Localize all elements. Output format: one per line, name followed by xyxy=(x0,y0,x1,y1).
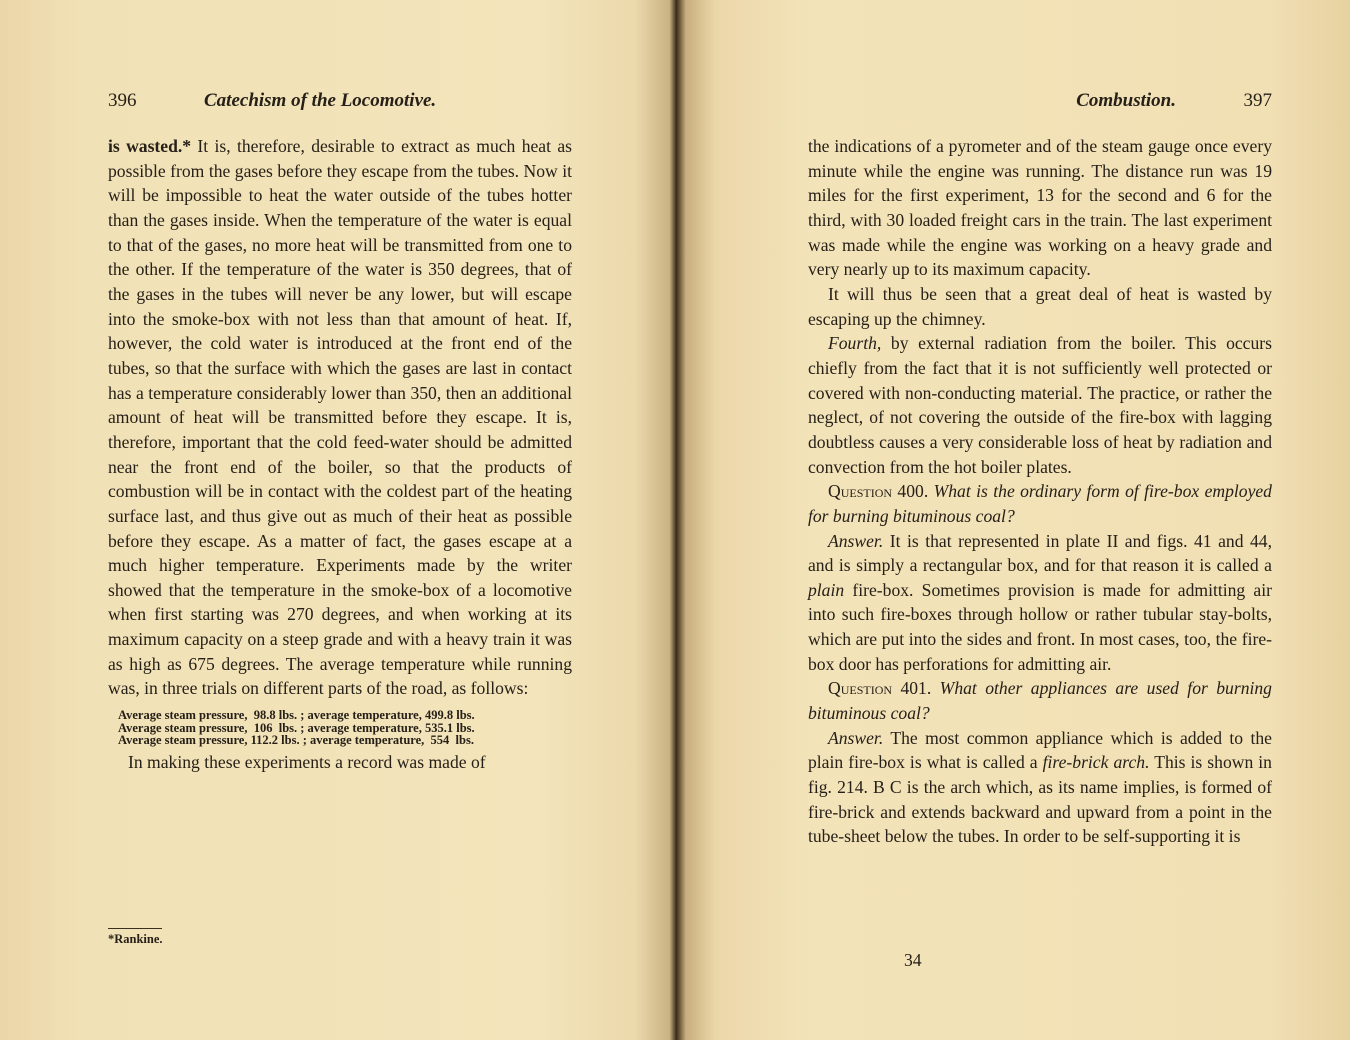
right-page xyxy=(808,0,1272,1040)
answer-400 xyxy=(808,529,1272,677)
right-paragraph-2: It will thus be seen that a great deal of heat is wasted by escaping up the chimney. xyxy=(808,283,1272,329)
left-page-header xyxy=(108,90,572,120)
right-running-head: Combustion. xyxy=(1076,90,1176,111)
right-page-body xyxy=(808,134,1272,849)
left-running-head: Catechism of the Locomotive. xyxy=(204,90,437,111)
right-paragraph-3 xyxy=(808,331,1272,479)
left-page-number: 396 xyxy=(108,90,137,111)
answer-text-post: This is shown in fig. 214. B C is the arch which, as its name implies, is formed of fire-brick and extends backward and upward from a point in the tube-sheet below the tubes. In order to be self-supporting it is xyxy=(808,752,1272,847)
answer-text-post: fire-box. Sometimes provision is made for admitting air into such fire-boxes through hollow or rather tubular stay-bolts, which are put into the sides and front. In most cases, too, the fire-box door has perforations for admitting air. xyxy=(808,579,1272,674)
right-page-header xyxy=(808,90,1272,120)
table-row: Average steam pressure, 106 lbs. ; average temperature, 535.1 lbs. xyxy=(118,720,475,735)
answer-label: Answer. xyxy=(828,727,884,748)
footnote-rule xyxy=(108,928,162,929)
question-401 xyxy=(808,676,1272,725)
para3-text: by external radiation from the boiler. This occurs chiefly from the fact that it is not sufficiently well protected or covered with non-conducting material. The practice, or rather the neglect, of not covering the outside of the fire-box with lagging doubtless causes a very considerable loss of heat by radiation and convection from the hot boiler plates. xyxy=(808,333,1272,477)
answer-label: Answer. xyxy=(828,530,884,551)
question-number: 400. xyxy=(892,481,934,502)
question-number: 401. xyxy=(892,678,940,699)
question-label: Question xyxy=(828,481,893,502)
answer-emphasis: plain xyxy=(808,579,845,600)
fourth-lead: Fourth, xyxy=(828,333,882,354)
answer-emphasis: fire-brick arch. xyxy=(1042,752,1150,773)
right-page-number: 397 xyxy=(1243,90,1272,111)
footnote: *Rankine. xyxy=(108,932,163,946)
answer-401 xyxy=(808,726,1272,849)
table-row: Average steam pressure, 112.2 lbs. ; average temperature, 554 lbs. xyxy=(118,733,474,748)
left-page-body xyxy=(108,134,572,775)
temperature-table xyxy=(118,709,572,747)
question-text: What other appliances are used for burning bituminous coal? xyxy=(808,678,1272,724)
left-paragraph-2: In making these experiments a record was made of xyxy=(128,751,486,772)
left-para1-text: It is, therefore, desirable to extract as much heat as possible from the gases before they escape from the tubes. Now it will be impossible to heat the water outside of the tubes hotter than the gases inside. When the temperature of the water is equal to that of the gases, no more heat will be transmitted from one to the other. If the temperature of the water is 350 degrees, that of the gases in the tubes will never be any lower, but will escape into the smoke-box with not less than that amount of heat. If, however, the cold water is introduced at the front end of the tubes, so that the surface with which the gases are last in contact has a temperature considerably lower than 350, then an additional amount of heat will be transmitted before they escape. It is, therefore, important that the cold feed-water should be admitted near the front end of the boiler, so that the products of combustion will be in contact with the coldest part of the heating surface last, and thus give out as much of their heat as possible before they escape. As a matter of fact, the gases escape at a much higher temperature. Experiments made by the writer showed that the temperature in the smoke-box of a locomotive when first starting was 270 degrees, and when working at its maximum capacity on a steep grade and with a heavy train it was as high as 675 degrees. The average temperature while running was, in three trials on different parts of the road, as follows: xyxy=(108,136,572,699)
left-para1-lead: is wasted.* xyxy=(108,136,192,156)
question-400 xyxy=(808,479,1272,528)
left-paragraph-1 xyxy=(108,134,572,701)
answer-text-pre: It is that represented in plate II and figs. 41 and 44, and is simply a rectangular box, and for that reason it is called a xyxy=(808,530,1272,576)
question-text: What is the ordinary form of fire-box employed for burning bituminous coal? xyxy=(808,481,1272,526)
signature-mark: 34 xyxy=(904,950,922,970)
table-row: Average steam pressure, 98.8 lbs. ; average temperature, 499.8 lbs. xyxy=(118,708,475,723)
right-paragraph-1: the indications of a pyrometer and of the steam gauge once every minute while the engine was running. The distance run was 19 miles for the first experiment, 13 for the second and 6 for the third, with 30 loaded freight cars in the train. The last experiment was made while the engine was working on a heavy grade and very nearly up to its maximum capacity. xyxy=(808,136,1272,280)
answer-text-pre: The most common appliance which is added to the plain fire-box is what is called a xyxy=(808,727,1272,773)
left-page xyxy=(108,0,572,1040)
question-label: Question xyxy=(828,678,893,699)
